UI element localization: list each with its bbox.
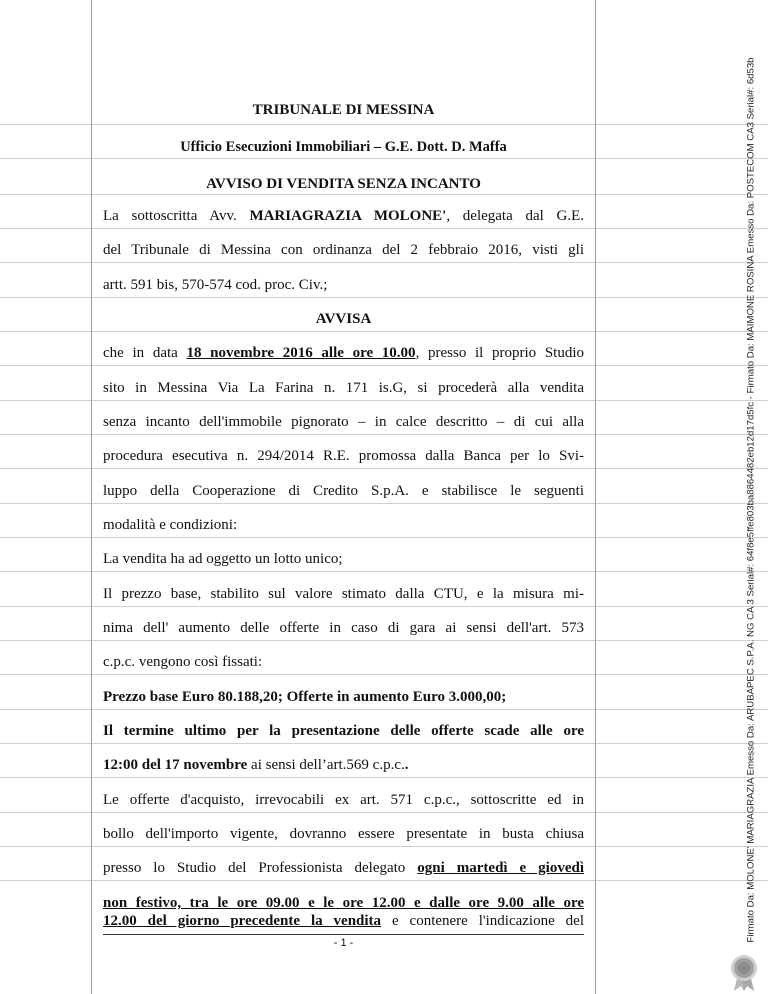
deadline: 12:00 del 17 novembre [103,757,248,773]
p2-line6: modalità e condizioni: [103,517,238,533]
p1-line1 [103,207,584,225]
notice-title: AVVISO DI VENDITA SENZA INCANTO [206,176,481,192]
p1-line3: artt. 591 bis, 570-574 cod. proc. Civ.; [103,277,328,293]
lotto-line: La vendita ha ad oggetto un lotto unico; [103,551,343,567]
right-margin-line [595,0,596,994]
rule-line [0,400,768,401]
p4-period: . [404,757,409,773]
auction-date: 18 novembre 2016 alle ore 10.00 [186,345,416,361]
left-margin-line [91,0,92,994]
rule-line [0,571,768,572]
seal-icon [724,952,764,992]
p4-line1: Il termine ultimo per la presentazione delle offerte scade alle ore [103,723,584,739]
court-title: TRIBUNALE DI MESSINA [252,102,435,118]
rule-line [0,777,768,778]
rule-line [0,434,768,435]
rule-line [0,537,768,538]
price-line: Prezzo base Euro 80.188,20; Offerte in aumento Euro 3.000,00; [103,689,507,705]
p3-line1: Il prezzo base, stabilito sul valore stimato dalla CTU, e la misura mi- [103,586,584,602]
rule-line [0,124,768,125]
p5-text: presso lo Studio del Professionista delegato [103,860,418,876]
rule-line [0,365,768,366]
rule-line [0,468,768,469]
digital-signature-text: Firmato Da: MOLONE' MARIAGRAZIA Emesso Da: ARUBAPEC S.P.A. NG CA 3 Serial#: 64f8e5ffe803ba8864482eb12d17d5fc - Firmato Da: MAIMONE ROSINA Emesso Da: POSTECOM CA3 Serial#: 6d53b [745,57,757,943]
rule-line [0,606,768,607]
rule-line [0,812,768,813]
p5-line3 [103,859,584,877]
deadline-day: 12.00 del giorno precedente la vendita [103,913,382,929]
p3-line3: c.p.c. vengono così fissati: [103,654,263,670]
p3-line2: nima dell' aumento delle offerte in caso di gara ai sensi dell'art. 573 [103,620,584,636]
p5-text: e contenere l'indicazione del [381,913,584,929]
delegate-name: MARIAGRAZIA MOLONE' [249,208,447,224]
p4-text: ai sensi dell’art.569 c.p.c. [247,757,405,773]
p2-line4: procedura esecutiva n. 294/2014 R.E. promossa dalla Banca per lo Svi- [103,448,584,464]
p4-line2 [103,756,584,774]
rule-line [0,331,768,332]
rule-line [0,880,768,881]
rule-line [0,297,768,298]
rule-line [0,503,768,504]
p5-line2: bollo dell'importo vigente, dovranno essere presentate in busta chiusa [103,826,584,842]
rule-line [0,743,768,744]
p5-line4 [103,894,584,912]
rule-line [0,640,768,641]
rule-line [0,709,768,710]
p2-line3: senza incanto dell'immobile pignorato – in calce descritto – di cui alla [103,414,584,430]
p1-text: , delegata dal G.E. [446,208,584,224]
p5-line1: Le offerte d'acquisto, irrevocabili ex art. 571 c.p.c., sottoscritte ed in [103,792,584,808]
rule-line [0,228,768,229]
office-days: ogni martedì e giovedì [417,860,585,876]
p2-text: , presso il proprio Studio [415,345,585,361]
p2-line1 [103,344,584,362]
p2-text: che in data [103,345,187,361]
p1-text: La sottoscritta Avv. [103,208,250,224]
rule-line [0,158,768,159]
p1-line2: del Tribunale di Messina con ordinanza del 2 febbraio 2016, visti gli [103,242,584,258]
p5-line5 [103,912,584,930]
office-hours: non festivo, tra le ore 09.00 e le ore 12.00 e dalle ore 9.00 alle ore [103,895,584,911]
rule-line [0,262,768,263]
page-number: - 1 - [103,934,584,949]
rule-line [0,846,768,847]
rule-line [0,674,768,675]
avvisa-heading: AVVISA [315,311,372,327]
p2-line5: luppo della Cooperazione di Credito S.p.A. e stabilisce le seguenti [103,483,584,499]
p2-line2: sito in Messina Via La Farina n. 171 is.G, si procederà alla vendita [103,380,584,396]
office-title: Ufficio Esecuzioni Immobiliari – G.E. Dott. D. Maffa [180,139,507,155]
rule-line [0,194,768,195]
